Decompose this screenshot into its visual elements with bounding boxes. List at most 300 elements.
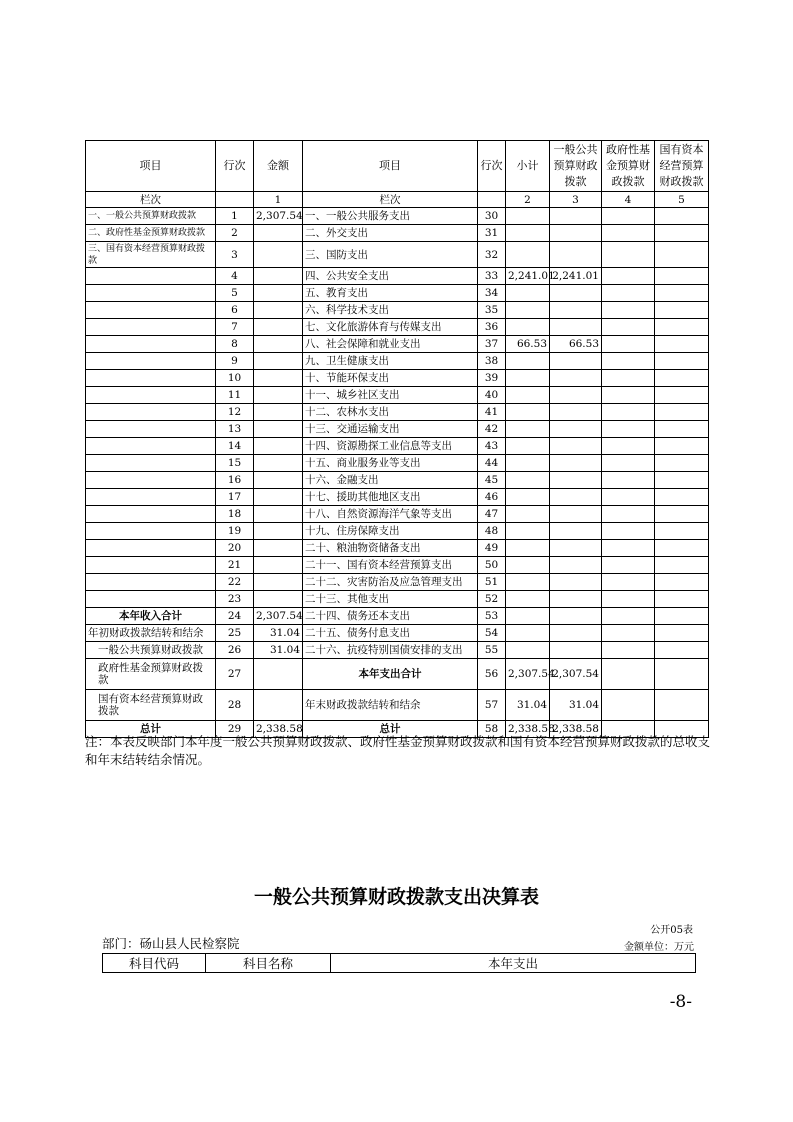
row-general-budget: [550, 387, 602, 404]
lane-col-3: 3: [550, 192, 602, 208]
row-item-left: [86, 285, 216, 302]
row-amount: [254, 225, 303, 242]
table-row: [86, 242, 709, 268]
header-gov-fund: 政府性基金预算财政拨款: [602, 141, 655, 192]
row-item-left: [86, 336, 216, 353]
row-item-right: 二十四、债务还本支出: [303, 608, 478, 625]
table-row: [86, 319, 709, 336]
row-subtotal: [506, 523, 550, 540]
row-state-capital: [655, 591, 709, 608]
row-subtotal: [506, 302, 550, 319]
row-general-budget: 31.04: [550, 690, 602, 721]
header-subject-code: 科目代码: [103, 954, 206, 973]
lane-left-label: 栏次: [86, 192, 216, 208]
row-amount: [254, 472, 303, 489]
row-item-left: [86, 557, 216, 574]
row-gov-fund: [602, 242, 655, 268]
row-gov-fund: [602, 659, 655, 690]
row-subtotal: [506, 608, 550, 625]
row-subtotal: [506, 557, 550, 574]
row-item-left: [86, 489, 216, 506]
row-item-left: [86, 591, 216, 608]
row-amount: [254, 242, 303, 268]
row-state-capital: [655, 208, 709, 225]
row-subtotal: 2,307.54: [506, 659, 550, 690]
row-item-right: 本年支出合计: [303, 659, 478, 690]
row-subtotal: [506, 319, 550, 336]
row-line-no-left: 8: [216, 336, 254, 353]
row-item-left: 三、国有资本经营预算财政拨款: [86, 242, 216, 268]
row-general-budget: [550, 455, 602, 472]
table-row: [86, 557, 709, 574]
row-subtotal: [506, 438, 550, 455]
row-gov-fund: [602, 353, 655, 370]
row-gov-fund: [602, 625, 655, 642]
table-row: [86, 659, 709, 690]
row-amount: [254, 557, 303, 574]
row-line-no-left: 29: [216, 721, 254, 738]
row-subtotal: 31.04: [506, 690, 550, 721]
row-general-budget: [550, 242, 602, 268]
row-item-left: [86, 540, 216, 557]
row-item-right: 二十六、抗疫特别国债安排的支出: [303, 642, 478, 659]
row-state-capital: [655, 438, 709, 455]
row-state-capital: [655, 540, 709, 557]
header-row: [86, 141, 709, 192]
row-item-right: 四、公共安全支出: [303, 268, 478, 285]
row-item-left: 总计: [86, 721, 216, 738]
row-item-right: 十、节能环保支出: [303, 370, 478, 387]
row-amount: [254, 387, 303, 404]
row-item-left: [86, 421, 216, 438]
row-line-no-right: 30: [478, 208, 506, 225]
table-row: [86, 506, 709, 523]
row-subtotal: [506, 285, 550, 302]
row-item-left: [86, 353, 216, 370]
row-line-no-left: 28: [216, 690, 254, 721]
row-line-no-left: 22: [216, 574, 254, 591]
row-line-no-right: 32: [478, 242, 506, 268]
row-line-no-left: 21: [216, 557, 254, 574]
row-state-capital: [655, 421, 709, 438]
row-line-no-right: 45: [478, 472, 506, 489]
table-row: [86, 574, 709, 591]
row-general-budget: 66.53: [550, 336, 602, 353]
row-subtotal: [506, 591, 550, 608]
row-item-left: 本年收入合计: [86, 608, 216, 625]
row-general-budget: [550, 506, 602, 523]
amount-unit-label: 金额单位：万元: [624, 942, 694, 953]
row-general-budget: [550, 489, 602, 506]
row-line-no-right: 34: [478, 285, 506, 302]
row-amount: [254, 659, 303, 690]
row-line-no-right: 42: [478, 421, 506, 438]
row-item-left: [86, 319, 216, 336]
row-line-no-right: 40: [478, 387, 506, 404]
row-line-no-right: 48: [478, 523, 506, 540]
row-item-left: [86, 268, 216, 285]
row-state-capital: [655, 370, 709, 387]
row-subtotal: [506, 472, 550, 489]
row-line-no-right: 43: [478, 438, 506, 455]
row-item-right: 十六、金融支出: [303, 472, 478, 489]
row-item-right: 七、文化旅游体育与传媒支出: [303, 319, 478, 336]
row-state-capital: [655, 404, 709, 421]
table-row: [86, 421, 709, 438]
row-item-right: 六、科学技术支出: [303, 302, 478, 319]
row-subtotal: [506, 625, 550, 642]
row-amount: 2,307.54: [254, 608, 303, 625]
row-item-right: 十八、自然资源海洋气象等支出: [303, 506, 478, 523]
row-general-budget: [550, 625, 602, 642]
row-general-budget: [550, 438, 602, 455]
row-line-no-left: 23: [216, 591, 254, 608]
header-general-budget: 一般公共预算财政拨款: [550, 141, 602, 192]
row-amount: 2,338.58: [254, 721, 303, 738]
table-row: [86, 387, 709, 404]
row-item-left: 国有资本经营预算财政拨款: [86, 690, 216, 721]
row-state-capital: [655, 489, 709, 506]
row-general-budget: [550, 523, 602, 540]
row-line-no-right: 36: [478, 319, 506, 336]
row-gov-fund: [602, 540, 655, 557]
row-item-right: 一、一般公共服务支出: [303, 208, 478, 225]
row-line-no-right: 57: [478, 690, 506, 721]
row-amount: [254, 302, 303, 319]
row-state-capital: [655, 557, 709, 574]
row-line-no-left: 26: [216, 642, 254, 659]
table-row: [86, 455, 709, 472]
table-row: [86, 591, 709, 608]
row-line-no-right: 31: [478, 225, 506, 242]
row-amount: [254, 540, 303, 557]
table-row: [86, 225, 709, 242]
row-amount: [254, 285, 303, 302]
header-subtotal: 小计: [506, 141, 550, 192]
row-amount: 31.04: [254, 642, 303, 659]
row-line-no-left: 10: [216, 370, 254, 387]
row-amount: [254, 489, 303, 506]
row-item-right: 十二、农林水支出: [303, 404, 478, 421]
second-table-title: 一般公共预算财政拨款支出决算表: [253, 886, 539, 908]
row-amount: [254, 353, 303, 370]
row-item-right: 二十二、灾害防治及应急管理支出: [303, 574, 478, 591]
row-subtotal: [506, 353, 550, 370]
row-subtotal: [506, 506, 550, 523]
row-subtotal: 2,241.01: [506, 268, 550, 285]
header-current-year-expenditure: 本年支出: [331, 954, 696, 973]
header-subject-name: 科目名称: [206, 954, 331, 973]
row-item-left: [86, 574, 216, 591]
row-amount: [254, 268, 303, 285]
row-amount: [254, 690, 303, 721]
row-general-budget: [550, 404, 602, 421]
row-gov-fund: [602, 574, 655, 591]
row-state-capital: [655, 659, 709, 690]
row-general-budget: 2,338.58: [550, 721, 602, 738]
row-line-no-right: 54: [478, 625, 506, 642]
lane-left-blank: [216, 192, 254, 208]
row-line-no-left: 7: [216, 319, 254, 336]
row-line-no-right: 55: [478, 642, 506, 659]
table-row: [86, 690, 709, 721]
row-gov-fund: [602, 225, 655, 242]
row-item-left: 一、一般公共预算财政拨款: [86, 208, 216, 225]
row-general-budget: [550, 302, 602, 319]
row-state-capital: [655, 690, 709, 721]
row-general-budget: [550, 285, 602, 302]
row-general-budget: [550, 225, 602, 242]
lane-col-4: 4: [602, 192, 655, 208]
lane-row: [86, 192, 709, 208]
row-item-right: 十三、交通运输支出: [303, 421, 478, 438]
table-row: [86, 642, 709, 659]
row-item-left: [86, 404, 216, 421]
lane-right-label: 栏次: [303, 192, 478, 208]
header-line-no-left: 行次: [216, 141, 254, 192]
row-item-left: [86, 506, 216, 523]
row-amount: 31.04: [254, 625, 303, 642]
row-line-no-left: 13: [216, 421, 254, 438]
row-state-capital: [655, 506, 709, 523]
row-gov-fund: [602, 404, 655, 421]
table-row: [86, 625, 709, 642]
row-gov-fund: [602, 438, 655, 455]
row-item-left: [86, 455, 216, 472]
fiscal-appropriation-summary-table: [85, 140, 709, 738]
row-state-capital: [655, 302, 709, 319]
row-line-no-right: 37: [478, 336, 506, 353]
row-item-right: 十七、援助其他地区支出: [303, 489, 478, 506]
row-line-no-right: 38: [478, 353, 506, 370]
row-gov-fund: [602, 690, 655, 721]
lane-col-1: 1: [254, 192, 303, 208]
row-line-no-left: 12: [216, 404, 254, 421]
row-subtotal: [506, 242, 550, 268]
row-subtotal: [506, 421, 550, 438]
row-item-left: [86, 387, 216, 404]
row-amount: [254, 455, 303, 472]
row-line-no-left: 18: [216, 506, 254, 523]
table-row: [86, 268, 709, 285]
row-gov-fund: [602, 523, 655, 540]
row-subtotal: [506, 370, 550, 387]
row-item-right: 年末财政拨款结转和结余: [303, 690, 478, 721]
table-row: [86, 285, 709, 302]
row-gov-fund: [602, 506, 655, 523]
row-gov-fund: [602, 608, 655, 625]
row-state-capital: [655, 336, 709, 353]
row-gov-fund: [602, 387, 655, 404]
row-item-left: [86, 370, 216, 387]
row-line-no-right: 46: [478, 489, 506, 506]
row-line-no-left: 4: [216, 268, 254, 285]
row-gov-fund: [602, 370, 655, 387]
row-amount: [254, 404, 303, 421]
row-general-budget: [550, 591, 602, 608]
row-line-no-left: 11: [216, 387, 254, 404]
row-line-no-right: 56: [478, 659, 506, 690]
row-item-left: 年初财政拨款结转和结余: [86, 625, 216, 642]
header-state-capital: 国有资本经营预算财政拨款: [655, 141, 709, 192]
row-line-no-right: 52: [478, 591, 506, 608]
row-item-left: [86, 302, 216, 319]
row-line-no-left: 16: [216, 472, 254, 489]
row-item-right: 十四、资源勘探工业信息等支出: [303, 438, 478, 455]
row-gov-fund: [602, 302, 655, 319]
row-subtotal: 66.53: [506, 336, 550, 353]
row-item-left: [86, 523, 216, 540]
row-item-left: 一般公共预算财政拨款: [86, 642, 216, 659]
row-subtotal: [506, 455, 550, 472]
table-row: [86, 438, 709, 455]
row-item-right: 二十、粮油物资储备支出: [303, 540, 478, 557]
row-subtotal: [506, 225, 550, 242]
general-budget-expenditure-table: [102, 953, 696, 973]
row-general-budget: [550, 208, 602, 225]
table-row: [86, 472, 709, 489]
row-gov-fund: [602, 319, 655, 336]
row-general-budget: [550, 370, 602, 387]
row-state-capital: [655, 387, 709, 404]
row-general-budget: [550, 557, 602, 574]
table-row: [86, 336, 709, 353]
row-state-capital: [655, 625, 709, 642]
row-item-right: 九、卫生健康支出: [303, 353, 478, 370]
row-line-no-left: 25: [216, 625, 254, 642]
row-line-no-left: 27: [216, 659, 254, 690]
row-state-capital: [655, 608, 709, 625]
row-state-capital: [655, 225, 709, 242]
header-item-right: 项目: [303, 141, 478, 192]
row-line-no-left: 9: [216, 353, 254, 370]
row-item-right: 二十三、其他支出: [303, 591, 478, 608]
row-subtotal: [506, 574, 550, 591]
table-number: 公开05表: [650, 925, 693, 936]
row-item-right: 二、外交支出: [303, 225, 478, 242]
row-state-capital: [655, 455, 709, 472]
row-general-budget: [550, 319, 602, 336]
row-line-no-right: 50: [478, 557, 506, 574]
row-line-no-left: 6: [216, 302, 254, 319]
row-item-right: 三、国防支出: [303, 242, 478, 268]
row-gov-fund: [602, 268, 655, 285]
row-subtotal: [506, 642, 550, 659]
row-gov-fund: [602, 591, 655, 608]
row-general-budget: [550, 608, 602, 625]
table-row: [86, 404, 709, 421]
row-line-no-left: 2: [216, 225, 254, 242]
row-item-right: 二十一、国有资本经营预算支出: [303, 557, 478, 574]
row-line-no-left: 19: [216, 523, 254, 540]
lane-right-blank: [478, 192, 506, 208]
row-gov-fund: [602, 557, 655, 574]
row-subtotal: [506, 387, 550, 404]
table-row: [86, 523, 709, 540]
row-gov-fund: [602, 472, 655, 489]
row-subtotal: 2,338.58: [506, 721, 550, 738]
row-amount: [254, 319, 303, 336]
row-line-no-left: 17: [216, 489, 254, 506]
row-gov-fund: [602, 642, 655, 659]
row-amount: [254, 506, 303, 523]
row-state-capital: [655, 353, 709, 370]
row-line-no-left: 14: [216, 438, 254, 455]
table-row: [86, 608, 709, 625]
row-item-left: [86, 438, 216, 455]
row-line-no-right: 53: [478, 608, 506, 625]
header-amount: 金额: [254, 141, 303, 192]
row-item-right: 十九、住房保障支出: [303, 523, 478, 540]
row-state-capital: [655, 472, 709, 489]
row-state-capital: [655, 642, 709, 659]
row-general-budget: [550, 353, 602, 370]
row-line-no-left: 5: [216, 285, 254, 302]
row-state-capital: [655, 268, 709, 285]
row-general-budget: 2,241.01: [550, 268, 602, 285]
row-line-no-left: 24: [216, 608, 254, 625]
row-line-no-left: 3: [216, 242, 254, 268]
row-state-capital: [655, 242, 709, 268]
table-row: [86, 489, 709, 506]
row-item-right: 十五、商业服务业等支出: [303, 455, 478, 472]
row-amount: [254, 591, 303, 608]
row-line-no-right: 41: [478, 404, 506, 421]
department-label: 部门：砀山县人民检察院: [102, 936, 240, 951]
row-line-no-right: 51: [478, 574, 506, 591]
row-item-left: 二、政府性基金预算财政拨款: [86, 225, 216, 242]
row-gov-fund: [602, 455, 655, 472]
row-state-capital: [655, 574, 709, 591]
row-item-right: 八、社会保障和就业支出: [303, 336, 478, 353]
row-subtotal: [506, 540, 550, 557]
row-amount: [254, 370, 303, 387]
lane-col-2: 2: [506, 192, 550, 208]
row-line-no-right: 39: [478, 370, 506, 387]
row-amount: [254, 438, 303, 455]
row-general-budget: [550, 421, 602, 438]
row-item-right: 五、教育支出: [303, 285, 478, 302]
table-row: [86, 302, 709, 319]
row-general-budget: [550, 642, 602, 659]
row-gov-fund: [602, 285, 655, 302]
row-general-budget: [550, 540, 602, 557]
row-line-no-right: 47: [478, 506, 506, 523]
row-amount: [254, 523, 303, 540]
row-gov-fund: [602, 489, 655, 506]
row-item-right: 十一、城乡社区支出: [303, 387, 478, 404]
row-item-right: 二十五、债务付息支出: [303, 625, 478, 642]
row-subtotal: [506, 489, 550, 506]
row-line-no-right: 33: [478, 268, 506, 285]
header-line-no-right: 行次: [478, 141, 506, 192]
row-state-capital: [655, 319, 709, 336]
table-row: [86, 540, 709, 557]
row-line-no-right: 35: [478, 302, 506, 319]
row-line-no-right: 49: [478, 540, 506, 557]
row-line-no-right: 58: [478, 721, 506, 738]
row-line-no-left: 15: [216, 455, 254, 472]
table-row: [86, 353, 709, 370]
row-amount: [254, 336, 303, 353]
row-general-budget: 2,307.54: [550, 659, 602, 690]
page-number: -8-: [669, 992, 692, 1012]
table-note: 注：本表反映部门本年度一般公共预算财政拨款、政府性基金预算财政拨款和国有资本经营预算财政拨款的总收支和年末结转结余情况。: [85, 734, 711, 767]
row-amount: 2,307.54: [254, 208, 303, 225]
row-item-left: 政府性基金预算财政拨款: [86, 659, 216, 690]
row-gov-fund: [602, 336, 655, 353]
row-general-budget: [550, 472, 602, 489]
